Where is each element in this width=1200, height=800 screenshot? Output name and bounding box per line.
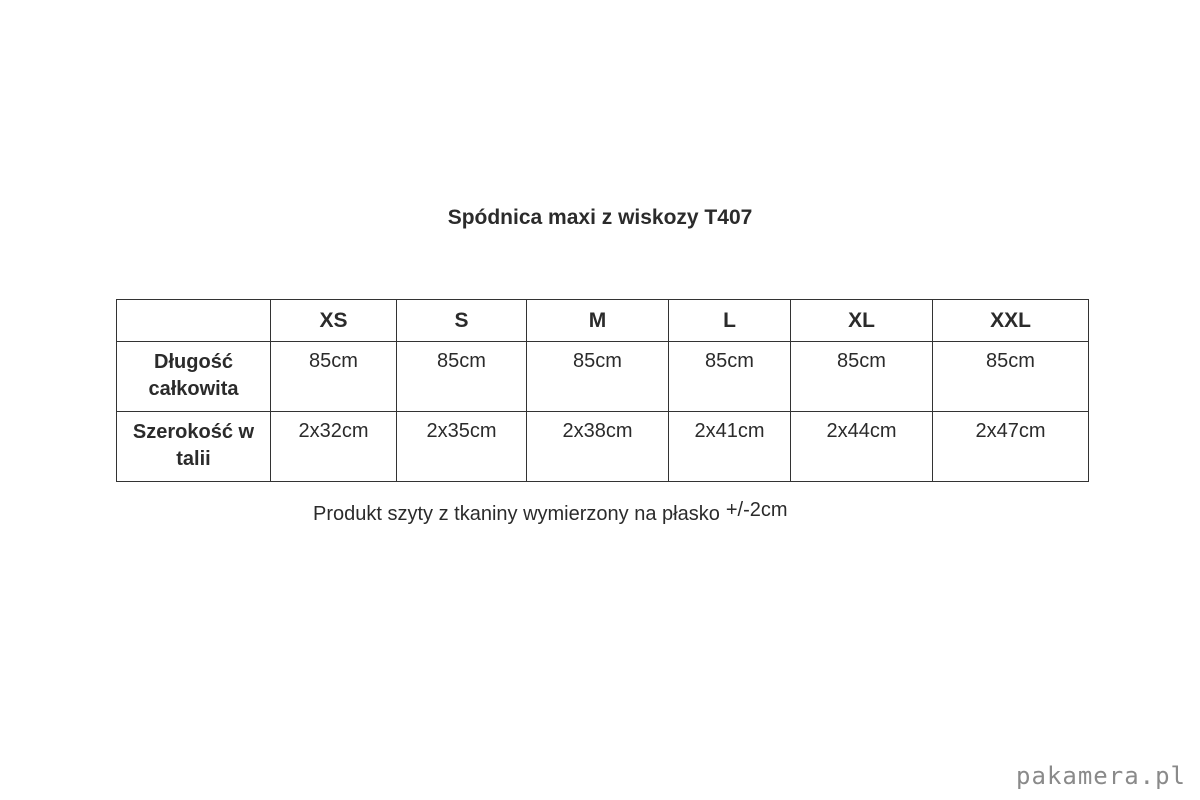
table-cell: 2x38cm xyxy=(527,412,669,482)
row-label-line: Długość xyxy=(154,351,233,373)
row-label-line: Szerokość w xyxy=(132,421,255,443)
table-cell: 2x41cm xyxy=(669,412,791,482)
size-header-l: L xyxy=(669,300,791,342)
size-header-xs: XS xyxy=(271,300,397,342)
row-label-total-length xyxy=(117,342,271,412)
size-chart-table xyxy=(116,299,1089,482)
tolerance-text: +/-2cm xyxy=(725,499,788,521)
measurement-note xyxy=(313,499,788,526)
table-cell: 85cm xyxy=(527,342,669,412)
table-cell: 2x47cm xyxy=(933,412,1089,482)
table-cell: 85cm xyxy=(271,342,397,412)
measurement-note-text: Produkt szyty z tkaniny wymierzony na płasko xyxy=(313,503,720,525)
size-header-xxl: XXL xyxy=(933,300,1089,342)
table-cell: 2x35cm xyxy=(397,412,527,482)
size-header-s: S xyxy=(397,300,527,342)
document-title: Spódnica maxi z wiskozy T407 xyxy=(447,206,753,229)
table-cell: 85cm xyxy=(791,342,933,412)
table-cell: 85cm xyxy=(397,342,527,412)
row-label-line: całkowita xyxy=(148,378,239,400)
size-header-xl: XL xyxy=(791,300,933,342)
row-label-waist-width xyxy=(117,412,271,482)
table-row-waist-width xyxy=(117,412,1089,482)
table-cell: 2x32cm xyxy=(271,412,397,482)
table-cell: 85cm xyxy=(933,342,1089,412)
watermark-logo: pakamera.pl xyxy=(1016,762,1186,790)
size-header-m: M xyxy=(527,300,669,342)
table-corner-cell xyxy=(117,300,271,342)
table-header-row xyxy=(117,300,1089,342)
table-row-total-length xyxy=(117,342,1089,412)
table-cell: 85cm xyxy=(669,342,791,412)
row-label-line: talii xyxy=(176,448,211,470)
table-cell: 2x44cm xyxy=(791,412,933,482)
